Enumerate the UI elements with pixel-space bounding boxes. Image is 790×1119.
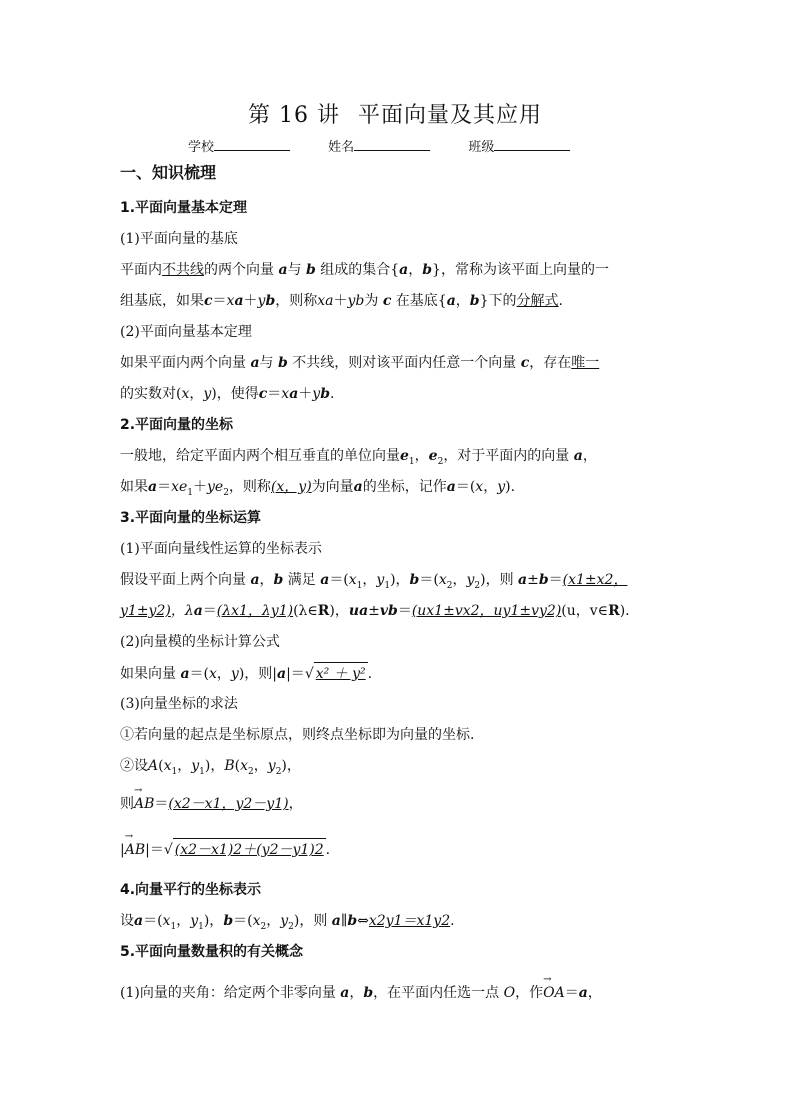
lesson-topic: 平面向量及其应用: [357, 103, 542, 128]
paragraph-find-coords-1: ①若向量的起点是坐标原点，则终点坐标即为向量的坐标.: [120, 727, 475, 743]
paragraph-basis-2: 组基底，如果c＝xa＋yb，则称xa＋yb为 c 在基底{a，b}下的分解式.: [120, 293, 563, 309]
lesson-number: 第 16 讲: [248, 103, 340, 128]
subheading-basis: (1)平面向量的基底: [120, 231, 238, 247]
subheading-find-coords: (3)向量坐标的求法: [120, 696, 238, 712]
topic-heading-2: 2.平面向量的坐标: [120, 417, 234, 433]
class-blank[interactable]: [494, 138, 570, 151]
section-heading-knowledge: 一、知识梳理: [120, 163, 217, 182]
vector-ab-2: → AB: [125, 842, 145, 858]
lesson-title: [0, 98, 790, 129]
subheading-theorem: (2)平面向量基本定理: [120, 324, 252, 340]
name-blank[interactable]: [354, 138, 430, 151]
paragraph-vector-ab: 则→ AB＝(x2－x1，y2－y1)，: [120, 793, 680, 813]
topic-heading-4: 4.向量平行的坐标表示: [120, 882, 262, 898]
paragraph-coordinates-2: 如果$a=xe_1+ye_2$，则称(x，y)为向量a的坐标，记作a＝(x，y).: [120, 479, 516, 498]
topic-heading-5: 5.平面向量数量积的有关概念: [120, 944, 304, 960]
student-info-fields: [188, 136, 604, 155]
paragraph-angle: (1)向量的夹角：给定两个非零向量 a，b，在平面内任选一点 O，作→ OA＝a，: [120, 982, 680, 1002]
school-blank[interactable]: [214, 138, 290, 151]
paragraph-find-coords-2: ②设$A(x_1$，$y_1$)，$B(x_2$，$y_2$)，: [120, 758, 301, 777]
vector-ab: → AB: [134, 796, 154, 812]
vector-oa: → OA: [543, 985, 565, 1001]
paragraph-linear-ops-1: 假设平面上两个向量 a，b 满足 $a=(x_1$，$y_1$)，$b=(x_2$，$y_2$)，则 a±b＝(x1±x2，: [120, 572, 628, 591]
topic-heading-1: 1.平面向量基本定理: [120, 200, 248, 216]
paragraph-theorem-2: 的实数对(x，y)，使得c＝xa＋yb.: [120, 386, 335, 402]
paragraph-theorem-1: 如果平面内两个向量 a与 b 不共线，则对该平面内任意一个向量 c，存在唯一: [120, 355, 600, 371]
paragraph-parallel: 设$a=(x_1$，$y_1$)，$b=(x_2$，$y_2$)，则 a∥b⇔x2y1＝x1y2.: [120, 913, 455, 932]
class-field[interactable]: 班级: [468, 136, 570, 155]
subheading-linear-ops: (1)平面向量线性运算的坐标表示: [120, 541, 322, 557]
topic-heading-3: 3.平面向量的坐标运算: [120, 510, 262, 526]
subheading-modulus: (2)向量模的坐标计算公式: [120, 634, 280, 650]
paragraph-modulus: 如果向量 a＝(x，y)，则|a|＝√ x² ＋ y² .: [120, 662, 680, 683]
paragraph-basis-1: 平面内不共线的两个向量 a与 b 组成的集合{a，b}，常称为该平面上向量的一: [120, 262, 609, 278]
paragraph-vector-ab-modulus: |→ AB|＝√ (x2－x1)2＋(y2－y1)2 .: [120, 838, 680, 859]
name-field[interactable]: 姓名: [328, 136, 430, 155]
school-field[interactable]: 学校: [188, 136, 290, 155]
paragraph-coordinates-1: 一般地，给定平面内两个相互垂直的单位向量$e_1$，$e_2$，对于平面内的向量 a，: [120, 448, 597, 467]
paragraph-linear-ops-2: y1±y2)，λa＝(λx1，λy1)(λ∈R)，ua±vb＝(ux1±vx2，uy1±vy2)(u，v∈R).: [120, 603, 630, 619]
